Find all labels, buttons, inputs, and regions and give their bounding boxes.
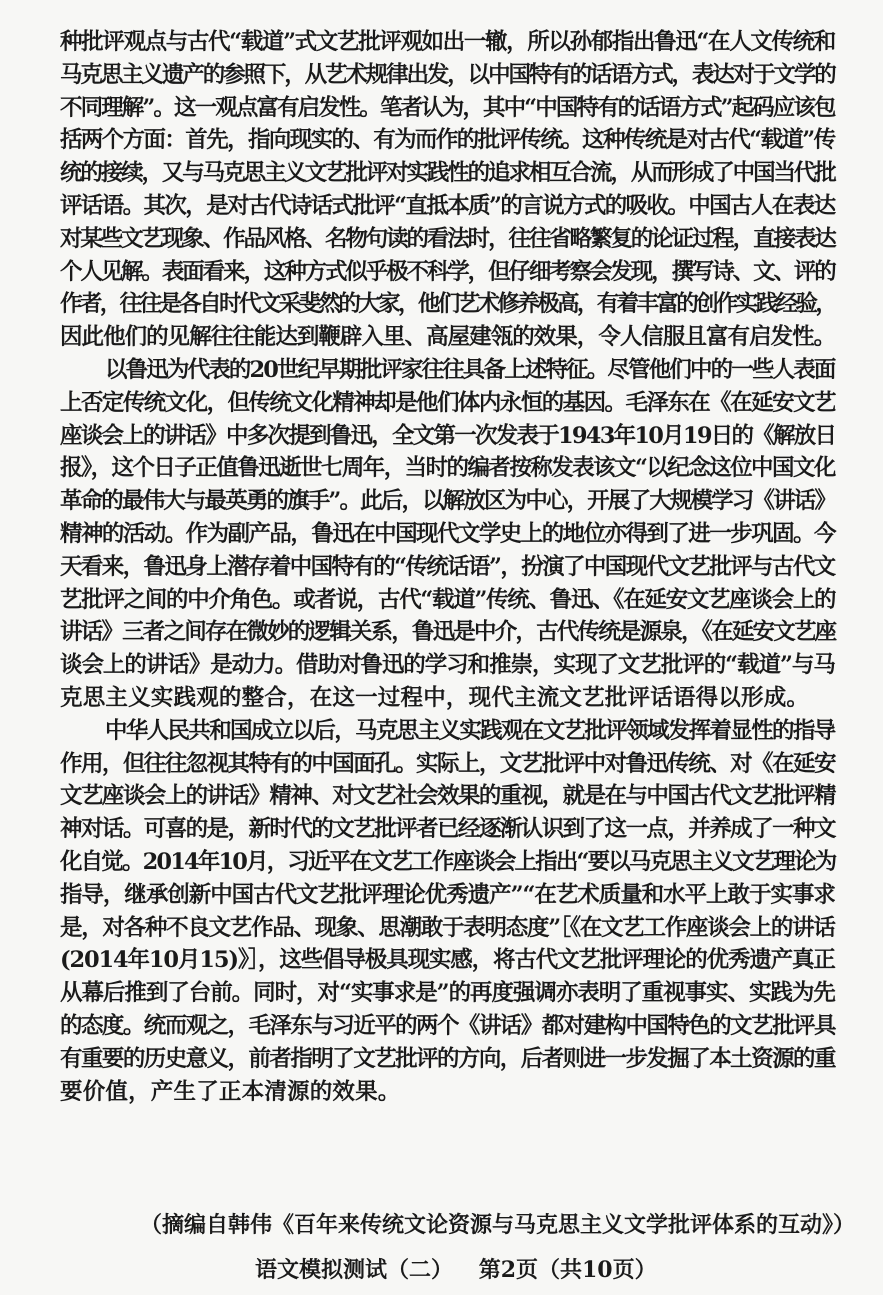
text-line: 不同理解”。这一观点富有启发性。笔者认为，其中“中国特有的话语方式”起码应该包 — [60, 94, 835, 121]
text-line: 种批评观点与古代“载道”式文艺批评观如出一辙，所以孙郁指出鲁迅“在人文传统和 — [60, 29, 835, 55]
text-line: 要价值，产生了正本清源的效果。 — [60, 1078, 401, 1105]
text-line: 中华人民共和国成立以后，马克思主义实践观在文艺批评领域发挥着显性的指导 — [105, 717, 835, 744]
text-line: 作者，往往是各自时代文采斐然的大家，他们艺术修养极高，有着丰富的创作实践经验， — [60, 291, 836, 318]
text-line: 括两个方面：首先，指向现实的、有为而作的批评传统。这种传统是对古代“载道”传 — [60, 127, 835, 154]
paragraph — [60, 26, 835, 354]
text-line: 报》，这个日子正值鲁迅逝世七周年，当时的编者按称发表该文“以纪念这位中国文化 — [60, 455, 835, 482]
article-body — [60, 26, 835, 1108]
text-line: 指导，继承创新中国古代文艺批评理论优秀遗产”“在艺术质量和水平上敢于实事求 — [60, 881, 835, 908]
text-line: 神对话。可喜的是，新时代的文艺批评者已经逐渐认识到了这一点，并养成了一种文 — [60, 816, 835, 843]
text-line: 马克思主义遗产的参照下，从艺术规律出发，以中国特有的话语方式，表达对于文学的 — [60, 61, 835, 88]
text-line: 克思主义实践观的整合，在这一过程中，现代主流文艺批评话语得以形成。 — [60, 684, 810, 711]
paragraph — [60, 715, 835, 1109]
source-citation: （摘编自韩伟《百年来传统文论资源与马克思主义文学批评体系的互动》） — [140, 1212, 856, 1238]
text-line: 对某些文艺现象、作品风格、名物句读的看法时，往往省略繁复的论证过程，直接表达 — [60, 225, 835, 252]
text-line: 座谈会上的讲话》中多次提到鲁迅，全文第一次发表于1943年10月19日的《解放日 — [60, 422, 836, 449]
text-line: 以鲁迅为代表的20世纪早期批评家往往具备上述特征。尽管他们中的一些人表面 — [105, 356, 835, 383]
text-line: 有重要的历史意义，前者指明了文艺批评的方向，后者则进一步发掘了本土资源的重 — [60, 1045, 835, 1072]
text-line: 天看来，鲁迅身上潜存着中国特有的“传统话语”，扮演了中国现代文艺批评与古代文 — [60, 553, 835, 580]
text-line: 讲话》三者之间存在微妙的逻辑关系，鲁迅是中介，古代传统是源泉，《在延安文艺座 — [60, 619, 836, 646]
page-number: 第2页（共10页） — [478, 1257, 657, 1283]
text-line: 因此他们的见解往往能达到鞭辟入里、高屋建瓴的效果，令人信服且富有启发性。 — [60, 324, 836, 351]
text-line: 艺批评之间的中介角色。或者说，古代“载道”传统、鲁迅、《在延安文艺座谈会上的 — [60, 586, 836, 613]
text-line: 谈会上的讲话》是动力。借助对鲁迅的学习和推崇，实现了文艺批评的“载道”与马 — [60, 652, 835, 679]
text-line: 精神的活动。作为副产品，鲁迅在中国现代文学史上的地位亦得到了进一步巩固。今 — [60, 520, 835, 547]
text-line: 革命的最伟大与最英勇的旗手”。此后，以解放区为中心，开展了大规模学习《讲话》 — [60, 488, 836, 515]
text-line: 上否定传统文化，但传统文化精神却是他们体内永恒的基因。毛泽东在《在延安文艺 — [60, 389, 835, 416]
text-line: 从幕后推到了台前。同时，对“实事求是”的再度强调亦表明了重视事实、实践为先 — [60, 980, 835, 1007]
text-line: 文艺座谈会上的讲话》精神、对文艺社会效果的重视，就是在与中国古代文艺批评精 — [60, 783, 835, 810]
text-line: 个人见解。表面看来，这种方式似乎极不科学，但仔细考察会发现，撰写诗、文、评的 — [60, 258, 835, 285]
text-line: (2014年10月15)》］，这些倡导极具现实感，将古代文艺批评理论的优秀遗产真正 — [60, 947, 835, 974]
text-line: 化自觉。2014年10月，习近平在文艺工作座谈会上指出“要以马克思主义文艺理论为 — [60, 848, 836, 875]
page-footer — [255, 1253, 675, 1284]
text-line: 是，对各种不良文艺作品、现象、思潮敢于表明态度”［《在文艺工作座谈会上的讲话 — [60, 914, 835, 941]
text-line: 评话语。其次，是对古代诗话式批评“直抵本质”的言说方式的吸收。中国古人在表达 — [60, 192, 835, 219]
exam-title: 语文模拟测试（二） — [255, 1257, 454, 1283]
paragraph — [60, 354, 835, 715]
text-line: 统的接续，又与马克思主义文艺批评对实践性的追求相互合流，从而形成了中国当代批 — [60, 160, 835, 187]
text-line: 的态度。统而观之，毛泽东与习近平的两个《讲话》都对建构中国特色的文艺批评具 — [60, 1012, 835, 1039]
text-line: 作用，但往往忽视其特有的中国面孔。实际上，文艺批评中对鲁迅传统、对《在延安 — [60, 750, 835, 777]
